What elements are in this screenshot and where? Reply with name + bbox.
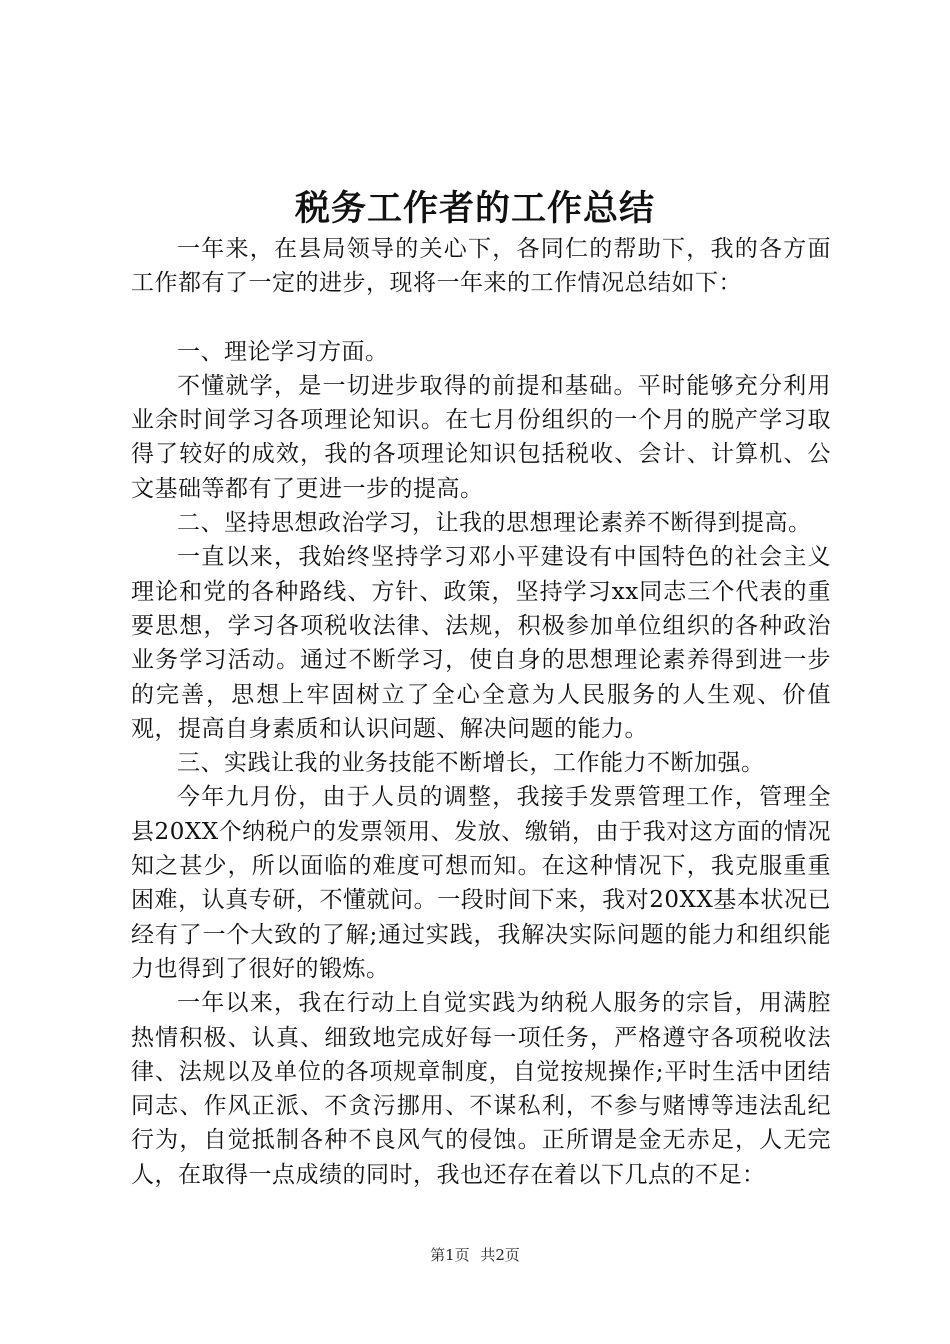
- paragraph-theory: 不懂就学，是一切进步取得的前提和基础。平时能够充分利用业余时间学习各项理论知识。在七月份组织的一个月的脱产学习取得了较好的成效，我的各项理论知识包括税收、会计、计算机、公文基础等都有了更进一步的提高。: [131, 372, 831, 502]
- section-heading-practice: 三、实践让我的业务技能不断增长，工作能力不断加强。: [177, 750, 765, 777]
- page-total: 共2页: [480, 1246, 520, 1264]
- paragraph-conduct: 一年以来，我在行动上自觉实践为纳税人服务的宗旨，用满腔热情积极、认真、细致地完成好每一项任务，严格遵守各项税收法律、法规以及单位的各项规章制度，自觉按规操作;平时生活中团结同志、作风正派、不贪污挪用、不谋私利，不参与赌博等违法乱纪行为，自觉抵制各种不良风气的侵蚀。正所谓是金无赤足，人无完人，在取得一点成绩的同时，我也还存在着以下几点的不足：: [131, 990, 831, 1188]
- document-title: 税务工作者的工作总结: [294, 188, 655, 229]
- intro-paragraph: 一年来，在县局领导的关心下，各同仁的帮助下，我的各方面工作都有了一定的进步，现将一年来的工作情况总结如下：: [131, 236, 831, 297]
- section-heading-politics: 二、坚持思想政治学习，让我的思想理论素养不断得到提高。: [177, 510, 812, 537]
- paragraph-practice: 今年九月份，由于人员的调整，我接手发票管理工作，管理全县20XX个纳税户的发票领用、发放、缴销，由于我对这方面的情况知之甚少，所以面临的难度可想而知。在这种情况下，我克服重重困难，认真专研，不懂就问。一段时间下来，我对20XX基本状况已经有了一个大致的了解;通过实践，我解决实际问题的能力和组织能力也得到了很好的锻炼。: [131, 784, 831, 982]
- page-footer: [0, 1244, 950, 1266]
- page-number: 第1页: [430, 1246, 470, 1264]
- section-heading-theory: 一、理论学习方面。: [177, 338, 389, 365]
- document-body: [131, 232, 831, 1192]
- paragraph-politics: 一直以来，我始终坚持学习邓小平建设有中国特色的社会主义理论和党的各种路线、方针、政策，坚持学习xx同志三个代表的重要思想，学习各项税收法律、法规，积极参加单位组织的各种政治业务学习活动。通过不断学习，使自身的思想理论素养得到进一步的完善，思想上牢固树立了全心全意为人民服务的人生观、价值观，提高自身素质和认识问题、解决问题的能力。: [131, 544, 831, 742]
